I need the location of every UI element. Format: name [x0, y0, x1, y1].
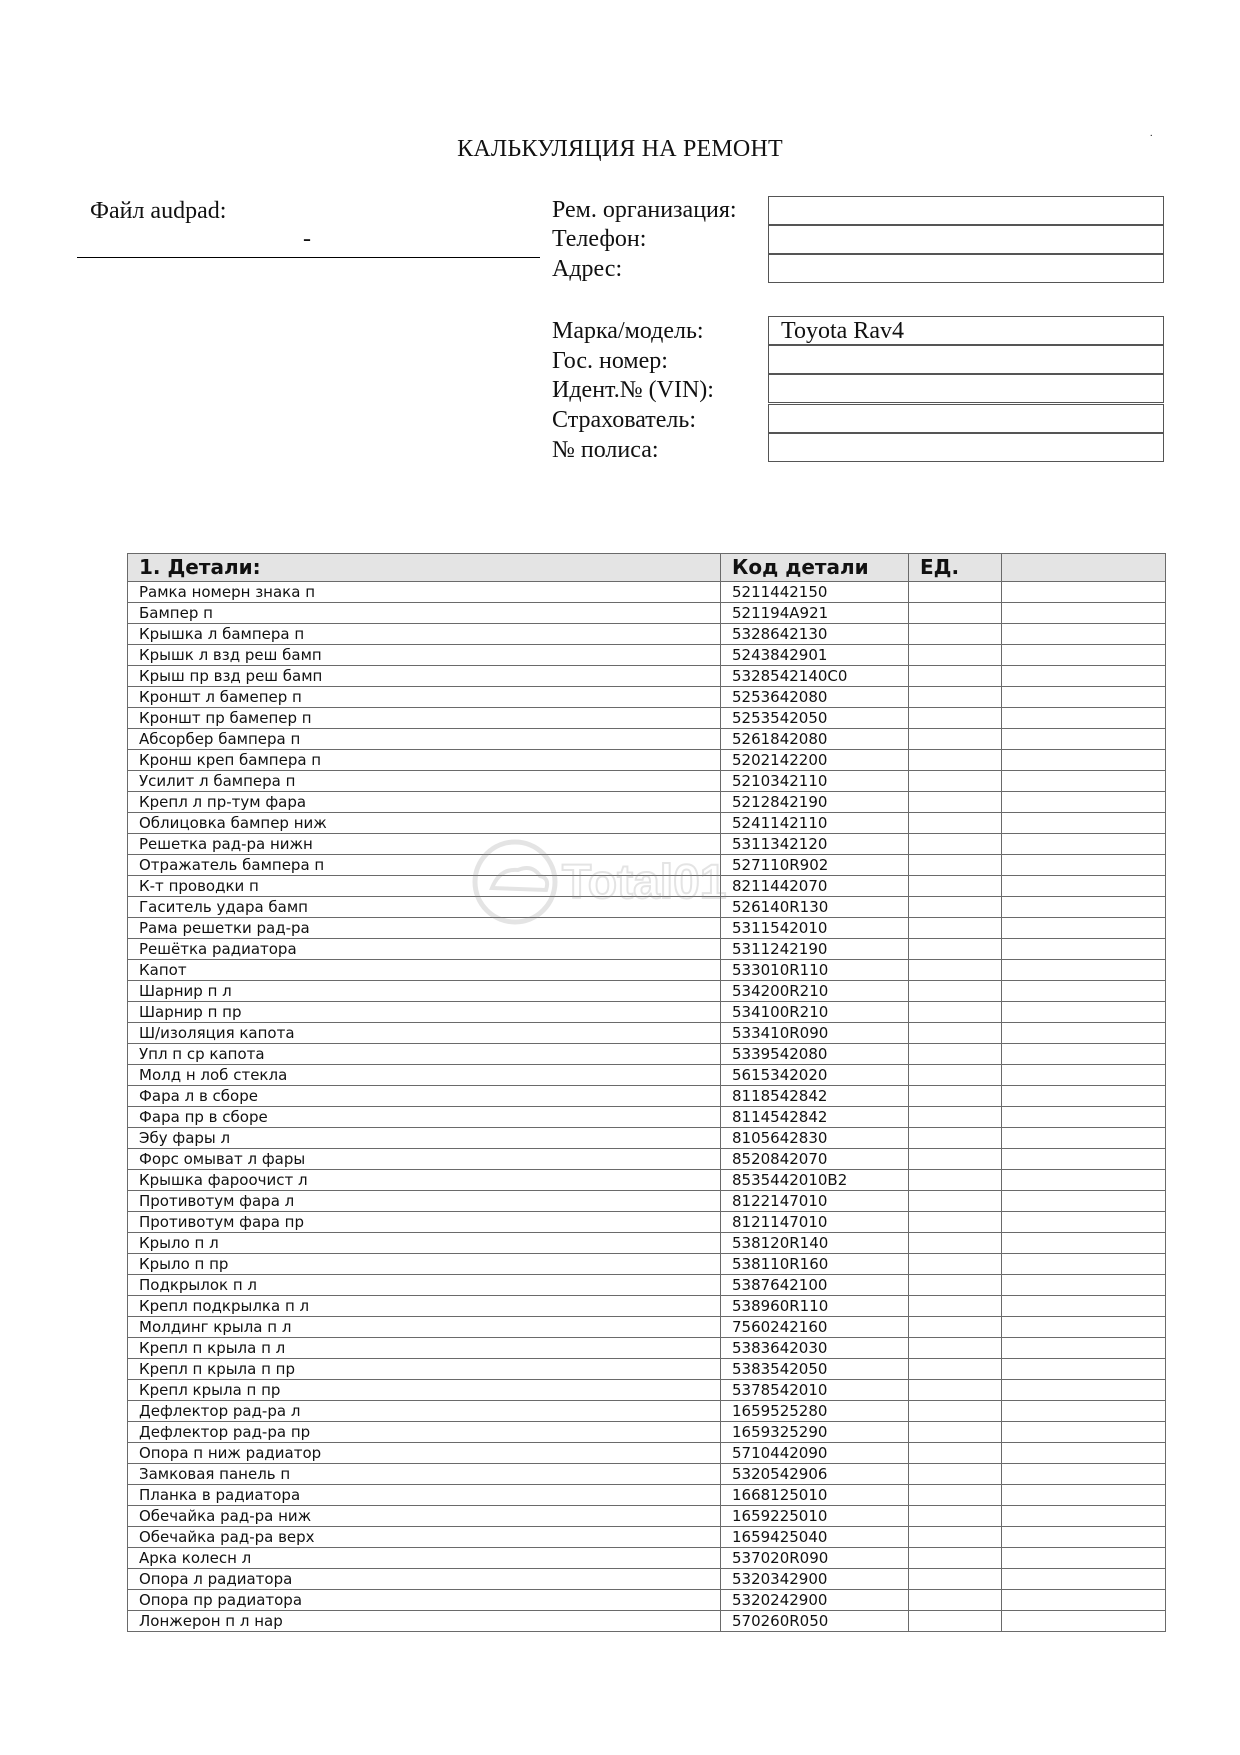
make-model-label: Марка/модель:	[552, 318, 704, 344]
vin-field[interactable]	[768, 374, 1164, 403]
extra-cell	[1002, 1086, 1166, 1107]
part-code-cell: 5202142200	[721, 750, 909, 771]
table-row	[128, 1317, 1166, 1338]
table-row	[128, 1254, 1166, 1275]
phone-field[interactable]	[768, 225, 1164, 254]
unit-cell	[909, 1422, 1002, 1443]
parts-table	[127, 553, 1166, 1632]
part-code-cell: 1659325290	[721, 1422, 909, 1443]
part-code-cell: 5328642130	[721, 624, 909, 645]
part-code-cell: 526140R130	[721, 897, 909, 918]
unit-cell	[909, 981, 1002, 1002]
part-name-cell: Фара л в сборе	[128, 1086, 721, 1107]
extra-cell	[1002, 1275, 1166, 1296]
table-row	[128, 1548, 1166, 1569]
extra-cell	[1002, 666, 1166, 687]
unit-cell	[909, 1233, 1002, 1254]
part-code-cell: 8121147010	[721, 1212, 909, 1233]
part-name-cell: Форс омыват л фары	[128, 1149, 721, 1170]
extra-cell	[1002, 1128, 1166, 1149]
unit-cell	[909, 876, 1002, 897]
part-name-cell: Опора л радиатора	[128, 1569, 721, 1590]
header-parts: 1. Детали:	[128, 554, 721, 582]
address-field[interactable]	[768, 254, 1164, 283]
part-code-cell: 5615342020	[721, 1065, 909, 1086]
repair-org-label: Рем. организация:	[552, 197, 737, 223]
part-code-cell: 5710442090	[721, 1443, 909, 1464]
extra-cell	[1002, 1212, 1166, 1233]
unit-cell	[909, 1611, 1002, 1632]
part-code-cell: 5210342110	[721, 771, 909, 792]
extra-cell	[1002, 1233, 1166, 1254]
part-name-cell: Абсорбер бампера п	[128, 729, 721, 750]
extra-cell	[1002, 708, 1166, 729]
extra-cell	[1002, 582, 1166, 603]
part-name-cell: Усилит л бампера п	[128, 771, 721, 792]
extra-cell	[1002, 1023, 1166, 1044]
part-name-cell: Рама решетки рад-ра	[128, 918, 721, 939]
part-name-cell: Дефлектор рад-ра л	[128, 1401, 721, 1422]
table-row	[128, 897, 1166, 918]
header-unit: ЕД.	[909, 554, 1002, 582]
extra-cell	[1002, 771, 1166, 792]
unit-cell	[909, 1506, 1002, 1527]
part-code-cell: 538120R140	[721, 1233, 909, 1254]
extra-cell	[1002, 876, 1166, 897]
part-name-cell: Подкрылок п л	[128, 1275, 721, 1296]
watermark-text: Total01	[562, 856, 727, 909]
extra-cell	[1002, 939, 1166, 960]
unit-cell	[909, 1338, 1002, 1359]
part-name-cell: Крепл п крыла п пр	[128, 1359, 721, 1380]
unit-cell	[909, 1086, 1002, 1107]
table-row	[128, 1191, 1166, 1212]
part-code-cell: 1659225010	[721, 1506, 909, 1527]
part-name-cell: Облицовка бампер ниж	[128, 813, 721, 834]
part-name-cell: Обечайка рад-ра ниж	[128, 1506, 721, 1527]
table-row	[128, 1464, 1166, 1485]
unit-cell	[909, 1212, 1002, 1233]
extra-cell	[1002, 729, 1166, 750]
table-row	[128, 1002, 1166, 1023]
table-row	[128, 750, 1166, 771]
table-row	[128, 939, 1166, 960]
parts-table-header	[128, 554, 1166, 582]
part-code-cell: 5212842190	[721, 792, 909, 813]
table-row	[128, 1401, 1166, 1422]
part-name-cell: Крепл п крыла п л	[128, 1338, 721, 1359]
unit-cell	[909, 834, 1002, 855]
table-row	[128, 645, 1166, 666]
table-row	[128, 1569, 1166, 1590]
part-name-cell: Шарнир п л	[128, 981, 721, 1002]
extra-cell	[1002, 1254, 1166, 1275]
plate-number-field[interactable]	[768, 345, 1164, 374]
table-row	[128, 624, 1166, 645]
part-name-cell: Крыло п л	[128, 1233, 721, 1254]
table-row	[128, 687, 1166, 708]
unit-cell	[909, 1464, 1002, 1485]
part-name-cell: Крепл крыла п пр	[128, 1380, 721, 1401]
part-code-cell: 534200R210	[721, 981, 909, 1002]
table-row	[128, 792, 1166, 813]
extra-cell	[1002, 1527, 1166, 1548]
extra-cell	[1002, 624, 1166, 645]
part-code-cell: 5211442150	[721, 582, 909, 603]
unit-cell	[909, 624, 1002, 645]
table-row	[128, 1170, 1166, 1191]
part-code-cell: 5311542010	[721, 918, 909, 939]
table-row	[128, 582, 1166, 603]
part-name-cell: Фара пр в сборе	[128, 1107, 721, 1128]
corner-mark: .	[1150, 128, 1153, 139]
table-row	[128, 1107, 1166, 1128]
policy-number-label: № полиса:	[552, 437, 659, 463]
part-code-cell: 1668125010	[721, 1485, 909, 1506]
table-row	[128, 729, 1166, 750]
unit-cell	[909, 1149, 1002, 1170]
part-code-cell: 5320542906	[721, 1464, 909, 1485]
insured-field[interactable]	[768, 404, 1164, 433]
extra-cell	[1002, 1107, 1166, 1128]
unit-cell	[909, 1443, 1002, 1464]
part-code-cell: 8535442010B2	[721, 1170, 909, 1191]
file-underline	[77, 257, 540, 258]
extra-cell	[1002, 1149, 1166, 1170]
header-part-code: Код детали	[721, 554, 909, 582]
unit-cell	[909, 939, 1002, 960]
part-name-cell: Крышка л бампера п	[128, 624, 721, 645]
unit-cell	[909, 1380, 1002, 1401]
unit-cell	[909, 1569, 1002, 1590]
table-row	[128, 708, 1166, 729]
unit-cell	[909, 771, 1002, 792]
part-name-cell: Шарнир п пр	[128, 1002, 721, 1023]
policy-number-field[interactable]	[768, 433, 1164, 462]
part-code-cell: 5387642100	[721, 1275, 909, 1296]
part-code-cell: 5320242900	[721, 1590, 909, 1611]
extra-cell	[1002, 1044, 1166, 1065]
table-row	[128, 1128, 1166, 1149]
table-row	[128, 1443, 1166, 1464]
table-row	[128, 855, 1166, 876]
table-row	[128, 834, 1166, 855]
unit-cell	[909, 1296, 1002, 1317]
extra-cell	[1002, 1401, 1166, 1422]
part-name-cell: Арка колесн л	[128, 1548, 721, 1569]
unit-cell	[909, 582, 1002, 603]
unit-cell	[909, 1359, 1002, 1380]
part-code-cell: 8114542842	[721, 1107, 909, 1128]
extra-cell	[1002, 1170, 1166, 1191]
part-code-cell: 7560242160	[721, 1317, 909, 1338]
table-row	[128, 1086, 1166, 1107]
unit-cell	[909, 708, 1002, 729]
part-name-cell: Лонжерон п л нар	[128, 1611, 721, 1632]
extra-cell	[1002, 981, 1166, 1002]
unit-cell	[909, 666, 1002, 687]
extra-cell	[1002, 1590, 1166, 1611]
extra-cell	[1002, 1422, 1166, 1443]
part-code-cell: 5383642030	[721, 1338, 909, 1359]
unit-cell	[909, 813, 1002, 834]
extra-cell	[1002, 1191, 1166, 1212]
table-row	[128, 1023, 1166, 1044]
part-name-cell: Крыло п пр	[128, 1254, 721, 1275]
part-code-cell: 537020R090	[721, 1548, 909, 1569]
extra-cell	[1002, 1359, 1166, 1380]
make-model-field[interactable]: Toyota Rav4	[768, 316, 1164, 345]
unit-cell	[909, 918, 1002, 939]
part-code-cell: 534100R210	[721, 1002, 909, 1023]
table-row	[128, 1065, 1166, 1086]
table-row	[128, 1422, 1166, 1443]
part-name-cell: Молд н лоб стекла	[128, 1065, 721, 1086]
part-name-cell: Противотум фара л	[128, 1191, 721, 1212]
part-name-cell: Капот	[128, 960, 721, 981]
part-name-cell: Крышк л взд реш бамп	[128, 645, 721, 666]
part-name-cell: Молдинг крыла п л	[128, 1317, 721, 1338]
unit-cell	[909, 1065, 1002, 1086]
table-row	[128, 960, 1166, 981]
part-code-cell: 8105642830	[721, 1128, 909, 1149]
part-code-cell: 521194A921	[721, 603, 909, 624]
part-code-cell: 533410R090	[721, 1023, 909, 1044]
part-code-cell: 8520842070	[721, 1149, 909, 1170]
part-name-cell: Ш/изоляция капота	[128, 1023, 721, 1044]
page-title: КАЛЬКУЛЯЦИЯ НА РЕМОНТ	[457, 136, 783, 162]
part-name-cell: Бампер п	[128, 603, 721, 624]
extra-cell	[1002, 1548, 1166, 1569]
part-name-cell: Рамка номерн знака п	[128, 582, 721, 603]
unit-cell	[909, 750, 1002, 771]
file-value: -	[303, 226, 311, 252]
extra-cell	[1002, 1569, 1166, 1590]
table-row	[128, 1044, 1166, 1065]
part-name-cell: Решётка радиатора	[128, 939, 721, 960]
unit-cell	[909, 1044, 1002, 1065]
part-name-cell: Крыш пр взд реш бамп	[128, 666, 721, 687]
unit-cell	[909, 1401, 1002, 1422]
part-code-cell: 8118542842	[721, 1086, 909, 1107]
part-code-cell: 5241142110	[721, 813, 909, 834]
extra-cell	[1002, 1611, 1166, 1632]
extra-cell	[1002, 645, 1166, 666]
table-row	[128, 918, 1166, 939]
unit-cell	[909, 603, 1002, 624]
part-name-cell: Кронш креп бампера п	[128, 750, 721, 771]
unit-cell	[909, 1128, 1002, 1149]
part-name-cell: Дефлектор рад-ра пр	[128, 1422, 721, 1443]
extra-cell	[1002, 1464, 1166, 1485]
table-row	[128, 1611, 1166, 1632]
table-row	[128, 1506, 1166, 1527]
part-code-cell: 5253642080	[721, 687, 909, 708]
table-row	[128, 1212, 1166, 1233]
unit-cell	[909, 1170, 1002, 1191]
part-code-cell: 1659425040	[721, 1527, 909, 1548]
part-name-cell: Отражатель бампера п	[128, 855, 721, 876]
part-code-cell: 5311242190	[721, 939, 909, 960]
part-code-cell: 5383542050	[721, 1359, 909, 1380]
table-row	[128, 1275, 1166, 1296]
unit-cell	[909, 1023, 1002, 1044]
part-name-cell: Кроншт л бамепер п	[128, 687, 721, 708]
unit-cell	[909, 1107, 1002, 1128]
part-code-cell: 527110R902	[721, 855, 909, 876]
unit-cell	[909, 1527, 1002, 1548]
table-row	[128, 1149, 1166, 1170]
unit-cell	[909, 687, 1002, 708]
part-name-cell: Опора п ниж радиатор	[128, 1443, 721, 1464]
part-name-cell: Решетка рад-ра нижн	[128, 834, 721, 855]
unit-cell	[909, 897, 1002, 918]
extra-cell	[1002, 792, 1166, 813]
part-name-cell: Планка в радиатора	[128, 1485, 721, 1506]
plate-number-label: Гос. номер:	[552, 348, 668, 374]
part-code-cell: 5378542010	[721, 1380, 909, 1401]
part-name-cell: Обечайка рад-ра верх	[128, 1527, 721, 1548]
extra-cell	[1002, 1443, 1166, 1464]
table-row	[128, 876, 1166, 897]
table-row	[128, 1296, 1166, 1317]
part-code-cell: 5339542080	[721, 1044, 909, 1065]
extra-cell	[1002, 1338, 1166, 1359]
part-name-cell: Крепл подкрылка п л	[128, 1296, 721, 1317]
part-name-cell: Упл п ср капота	[128, 1044, 721, 1065]
part-code-cell: 533010R110	[721, 960, 909, 981]
phone-label: Телефон:	[552, 226, 647, 252]
extra-cell	[1002, 687, 1166, 708]
part-code-cell: 5328542140C0	[721, 666, 909, 687]
table-row	[128, 771, 1166, 792]
part-name-cell: Эбу фары л	[128, 1128, 721, 1149]
part-code-cell: 570260R050	[721, 1611, 909, 1632]
table-row	[128, 1485, 1166, 1506]
extra-cell	[1002, 918, 1166, 939]
part-code-cell: 5311342120	[721, 834, 909, 855]
table-row	[128, 1590, 1166, 1611]
unit-cell	[909, 645, 1002, 666]
extra-cell	[1002, 1506, 1166, 1527]
extra-cell	[1002, 1380, 1166, 1401]
extra-cell	[1002, 960, 1166, 981]
part-code-cell: 5261842080	[721, 729, 909, 750]
extra-cell	[1002, 834, 1166, 855]
extra-cell	[1002, 813, 1166, 834]
table-row	[128, 1380, 1166, 1401]
table-row	[128, 603, 1166, 624]
extra-cell	[1002, 603, 1166, 624]
part-code-cell: 8122147010	[721, 1191, 909, 1212]
table-row	[128, 1359, 1166, 1380]
address-label: Адрес:	[552, 256, 623, 282]
table-row	[128, 981, 1166, 1002]
table-row	[128, 1233, 1166, 1254]
unit-cell	[909, 729, 1002, 750]
part-code-cell: 8211442070	[721, 876, 909, 897]
unit-cell	[909, 1548, 1002, 1569]
part-name-cell: Опора пр радиатора	[128, 1590, 721, 1611]
unit-cell	[909, 1191, 1002, 1212]
extra-cell	[1002, 1296, 1166, 1317]
unit-cell	[909, 792, 1002, 813]
table-row	[128, 1527, 1166, 1548]
extra-cell	[1002, 897, 1166, 918]
extra-cell	[1002, 1002, 1166, 1023]
extra-cell	[1002, 1485, 1166, 1506]
repair-org-field[interactable]	[768, 196, 1164, 225]
extra-cell	[1002, 750, 1166, 771]
unit-cell	[909, 1485, 1002, 1506]
part-code-cell: 5243842901	[721, 645, 909, 666]
unit-cell	[909, 1590, 1002, 1611]
unit-cell	[909, 1275, 1002, 1296]
table-row	[128, 666, 1166, 687]
unit-cell	[909, 960, 1002, 981]
part-code-cell: 5253542050	[721, 708, 909, 729]
extra-cell	[1002, 1065, 1166, 1086]
part-name-cell: Крышка фароочист л	[128, 1170, 721, 1191]
unit-cell	[909, 855, 1002, 876]
header-extra	[1002, 554, 1166, 582]
unit-cell	[909, 1002, 1002, 1023]
part-code-cell: 538110R160	[721, 1254, 909, 1275]
part-name-cell: Противотум фара пр	[128, 1212, 721, 1233]
file-label: Файл audpad:	[90, 198, 227, 224]
part-code-cell: 538960R110	[721, 1296, 909, 1317]
table-row	[128, 813, 1166, 834]
part-name-cell: К-т проводки п	[128, 876, 721, 897]
part-name-cell: Гаситель удара бамп	[128, 897, 721, 918]
part-name-cell: Крепл л пр-тум фара	[128, 792, 721, 813]
part-name-cell: Кроншт пр бамепер п	[128, 708, 721, 729]
part-code-cell: 5320342900	[721, 1569, 909, 1590]
table-row	[128, 1338, 1166, 1359]
part-code-cell: 1659525280	[721, 1401, 909, 1422]
extra-cell	[1002, 1317, 1166, 1338]
insured-label: Страхователь:	[552, 407, 696, 433]
unit-cell	[909, 1254, 1002, 1275]
part-name-cell: Замковая панель п	[128, 1464, 721, 1485]
extra-cell	[1002, 855, 1166, 876]
vin-label: Идент.№ (VIN):	[552, 377, 714, 403]
unit-cell	[909, 1317, 1002, 1338]
